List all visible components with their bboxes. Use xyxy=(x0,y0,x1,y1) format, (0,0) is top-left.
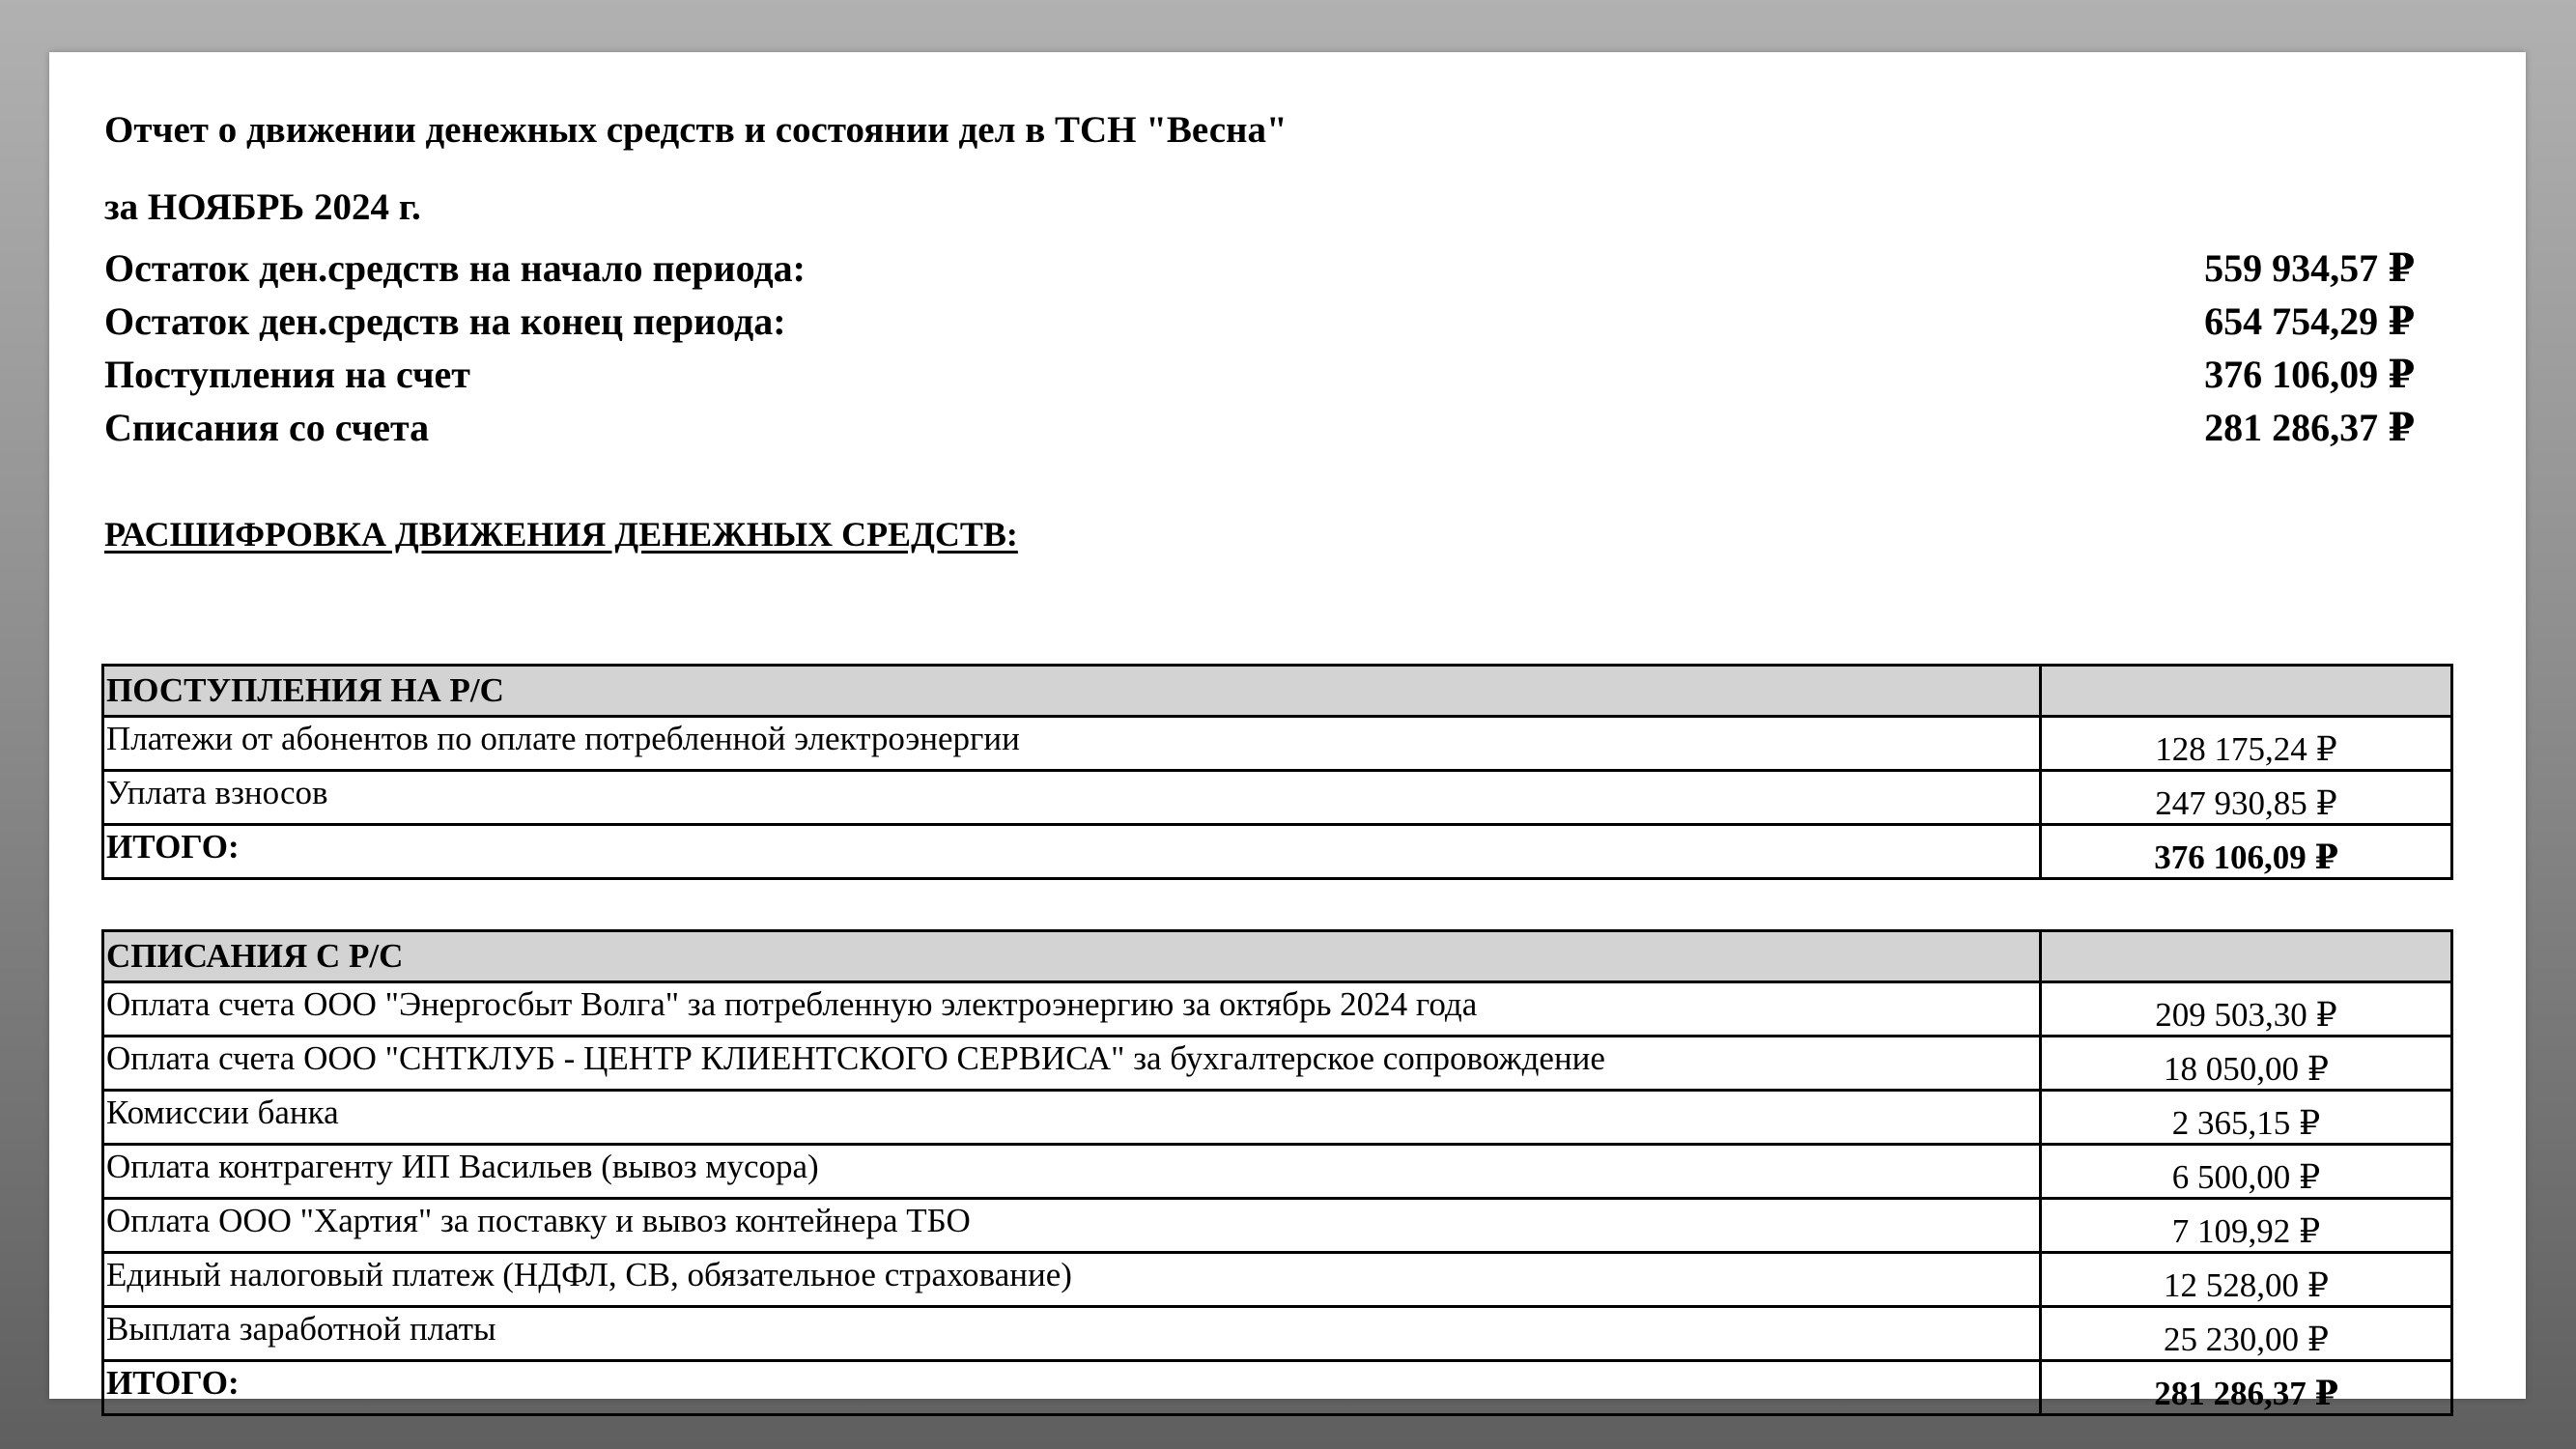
breakdown-heading: РАСШИФРОВКА ДВИЖЕНИЯ ДЕНЕЖНЫХ СРЕДСТВ: xyxy=(104,515,1018,554)
summary-value: 281 286,37 ₽ xyxy=(2204,406,2415,449)
row-amount: 247 930,85 ₽ xyxy=(2041,771,2452,825)
row-amount: 209 503,30 ₽ xyxy=(2041,982,2452,1037)
report-title: Отчет о движении денежных средств и состоянии дел в ТСН "Весна" xyxy=(104,109,1288,151)
expense-header-value xyxy=(2041,931,2452,982)
row-label: Единый налоговый платеж (НДФЛ, СВ, обязательное страхование) xyxy=(103,1253,2041,1307)
table-row xyxy=(103,1307,2452,1361)
row-amount: 2 365,15 ₽ xyxy=(2041,1091,2452,1145)
summary-value: 559 934,57 ₽ xyxy=(2204,246,2415,290)
income-table xyxy=(101,664,2453,880)
table-row xyxy=(103,1199,2452,1253)
summary-opening-balance xyxy=(104,245,2415,298)
table-row xyxy=(103,982,2452,1037)
summary-label: Поступления на счет xyxy=(104,353,470,396)
row-amount: 25 230,00 ₽ xyxy=(2041,1307,2452,1361)
income-header-value xyxy=(2041,666,2452,717)
expense-table xyxy=(101,929,2453,1416)
table-row xyxy=(103,771,2452,825)
total-amount: 281 286,37 ₽ xyxy=(2041,1361,2452,1415)
row-label: Оплата счета ООО "Энергосбыт Волга" за потребленную электроэнергию за октябрь 2024 года xyxy=(103,982,2041,1037)
table-row xyxy=(103,1145,2452,1199)
report-sheet xyxy=(49,52,2526,1412)
row-amount: 18 050,00 ₽ xyxy=(2041,1037,2452,1091)
expense-total-row xyxy=(103,1361,2452,1415)
row-amount: 128 175,24 ₽ xyxy=(2041,717,2452,771)
row-label: Оплата контрагенту ИП Васильев (вывоз мусора) xyxy=(103,1145,2041,1199)
summary-value: 654 754,29 ₽ xyxy=(2204,299,2415,343)
table-header-row xyxy=(103,666,2452,717)
summary-value: 376 106,09 ₽ xyxy=(2204,353,2415,396)
table-row xyxy=(103,1253,2452,1307)
summary-label: Остаток ден.средств на конец периода: xyxy=(104,299,786,343)
summary-receipts xyxy=(104,352,2415,405)
row-label: Выплата заработной платы xyxy=(103,1307,2041,1361)
total-label: ИТОГО: xyxy=(103,825,2041,879)
balance-summary xyxy=(104,245,2415,458)
summary-closing-balance xyxy=(104,298,2415,352)
row-label: Оплата счета ООО "СНТКЛУБ - ЦЕНТР КЛИЕНТСКОГО СЕРВИСА" за бухгалтерское сопровождение xyxy=(103,1037,2041,1091)
summary-label: Списания со счета xyxy=(104,406,430,449)
total-amount: 376 106,09 ₽ xyxy=(2041,825,2452,879)
row-amount: 6 500,00 ₽ xyxy=(2041,1145,2452,1199)
row-label: Комиссии банка xyxy=(103,1091,2041,1145)
table-row xyxy=(103,1037,2452,1091)
report-period: за НОЯБРЬ 2024 г. xyxy=(104,186,421,228)
row-label: Оплата ООО "Хартия" за поставку и вывоз контейнера ТБО xyxy=(103,1199,2041,1253)
row-amount: 7 109,92 ₽ xyxy=(2041,1199,2452,1253)
expense-header: СПИСАНИЯ С Р/С xyxy=(103,931,2041,982)
income-total-row xyxy=(103,825,2452,879)
income-header: ПОСТУПЛЕНИЯ НА Р/С xyxy=(103,666,2041,717)
row-label: Платежи от абонентов по оплате потребленной электроэнергии xyxy=(103,717,2041,771)
summary-debits xyxy=(104,405,2415,458)
summary-label: Остаток ден.средств на начало периода: xyxy=(104,246,806,290)
table-row xyxy=(103,717,2452,771)
row-amount: 12 528,00 ₽ xyxy=(2041,1253,2452,1307)
row-label: Уплата взносов xyxy=(103,771,2041,825)
table-row xyxy=(103,1091,2452,1145)
table-header-row xyxy=(103,931,2452,982)
total-label: ИТОГО: xyxy=(103,1361,2041,1415)
